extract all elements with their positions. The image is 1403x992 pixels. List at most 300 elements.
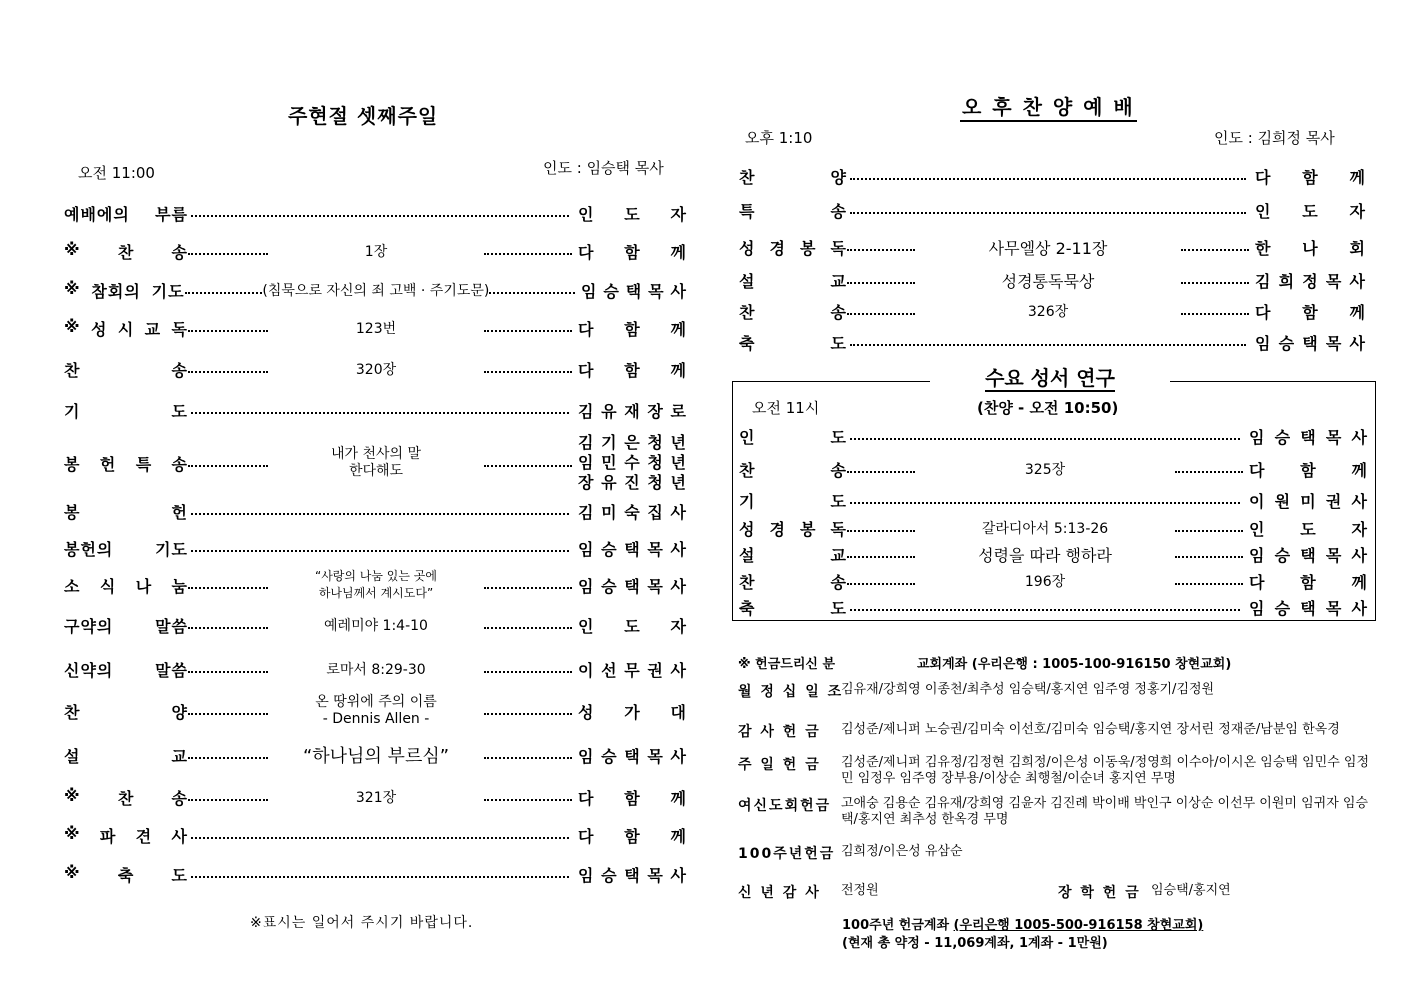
- leader-dots: [850, 438, 1240, 440]
- char: 승: [601, 539, 617, 559]
- char: 택: [624, 865, 640, 885]
- char: 무: [624, 660, 640, 680]
- char: 다: [578, 788, 594, 808]
- order-row: [64, 694, 686, 727]
- leader-dots: [850, 344, 1246, 346]
- char: 함: [624, 788, 640, 808]
- leader-dots: [847, 471, 915, 473]
- order-row: [64, 315, 686, 341]
- wednesday-time: 오전 11시: [752, 399, 820, 417]
- label-part: 도: [171, 865, 188, 885]
- order-label: [64, 358, 188, 381]
- order-row: [739, 594, 1367, 620]
- label-part: 송: [171, 788, 188, 808]
- char: 사: [670, 576, 686, 596]
- order-label: [64, 658, 188, 681]
- char: 목: [648, 281, 664, 301]
- char: 목: [1325, 271, 1342, 291]
- leader-dots: [484, 799, 572, 801]
- char: 이: [1249, 491, 1265, 511]
- char: 임: [1255, 333, 1271, 353]
- order-label: [64, 824, 188, 847]
- order-label: [739, 331, 847, 354]
- order-label: [64, 700, 188, 723]
- order-label: [739, 489, 847, 512]
- label-part: 송: [171, 242, 188, 262]
- order-content-line: “사랑의 나눔 있는 곳에: [315, 569, 437, 583]
- char: 도: [624, 204, 640, 224]
- label-part: 찬: [117, 788, 135, 808]
- order-person: [578, 744, 686, 767]
- leader-dots: [188, 330, 268, 332]
- char: 년: [670, 473, 686, 492]
- order-person: [578, 700, 686, 723]
- char: 대: [670, 702, 686, 722]
- order-person: [578, 863, 686, 886]
- order-row: [64, 200, 686, 226]
- label-part: 성: [90, 319, 108, 339]
- label-part: 교: [171, 746, 188, 766]
- leader-dots: [191, 215, 569, 217]
- order-row: [64, 498, 686, 524]
- offering-names: 김희정/이은성 유삼순: [841, 844, 963, 859]
- leader-dots: [1175, 556, 1243, 558]
- char: 승: [601, 746, 617, 766]
- char: 다: [1255, 167, 1271, 187]
- stand-mark: ※: [64, 862, 81, 882]
- label-part: 도: [830, 598, 847, 618]
- order-label: [64, 744, 188, 767]
- offering-label: 여신도회헌금: [738, 798, 832, 814]
- order-label: [739, 570, 847, 593]
- char: 기: [601, 433, 617, 452]
- leader-dots: [850, 178, 1246, 180]
- label-part: 축: [739, 333, 756, 353]
- order-content: [268, 446, 484, 480]
- stand-mark: ※: [64, 239, 81, 259]
- char: 수: [624, 453, 640, 472]
- char: 사: [670, 281, 686, 301]
- leader-dots: [188, 587, 268, 589]
- char: 함: [1302, 167, 1318, 187]
- order-label: [64, 537, 188, 560]
- order-row: [739, 197, 1365, 223]
- label-part: 특: [135, 454, 153, 474]
- leader-dots: [188, 713, 268, 715]
- order-person: [578, 614, 686, 637]
- order-person: [578, 399, 686, 422]
- leader-dots: [484, 713, 572, 715]
- char: 인: [578, 204, 594, 224]
- order-row: [739, 541, 1367, 567]
- label-part: 교: [830, 271, 847, 291]
- leader-dots: [484, 330, 572, 332]
- order-content: 로마서 8:29-30: [326, 662, 426, 678]
- order-content-line: 한다해도: [348, 463, 404, 479]
- char: 께: [670, 319, 686, 339]
- char: 권: [647, 660, 663, 680]
- label-part: 견: [135, 826, 153, 846]
- order-person: [1249, 458, 1367, 481]
- leader-dots: [188, 627, 268, 629]
- order-row: [739, 298, 1365, 324]
- char: 원: [1274, 491, 1291, 511]
- order-label: [64, 202, 188, 225]
- offering-names: 김성준/제니퍼 김유정/김정현 김희정/이은성 이동욱/정영희 이수아/이시온 임승택 임민수 임정민 임정우 임주영 장부용/이상순 최행철/이순녀 홍지연 무명: [841, 755, 1370, 786]
- char: 자: [1349, 201, 1365, 221]
- offering-names: 고애숭 김용순 김유재/강희영 김윤자 김진례 박이배 박인구 이상순 이선무 이원미 임귀자 임승택/홍지연 최추성 한옥경 무명: [841, 796, 1369, 827]
- char: 함: [624, 319, 640, 339]
- label-part: 눔: [171, 576, 188, 596]
- label-part: 찬: [739, 572, 756, 592]
- label-part: 말씀: [155, 660, 188, 680]
- char: 정: [1302, 271, 1318, 291]
- char: 임: [578, 539, 594, 559]
- label-part: 특: [739, 201, 756, 221]
- leader-dots: [847, 583, 915, 585]
- label-part: 사: [171, 826, 188, 846]
- order-person: [1255, 165, 1365, 188]
- char: 승: [1278, 333, 1295, 353]
- label-part: 독: [830, 238, 847, 258]
- afternoon-service-time: 오후 1:10: [745, 129, 813, 147]
- order-label: [739, 596, 847, 619]
- leader-dots: [188, 757, 268, 759]
- order-label: [64, 786, 188, 809]
- order-content: 196장: [1024, 574, 1066, 590]
- label-part: 헌: [171, 502, 188, 522]
- label-part: 구약의: [64, 616, 114, 636]
- label-part: 독: [171, 319, 188, 339]
- label-part: 봉헌의: [64, 539, 114, 559]
- char: 사: [1351, 545, 1367, 565]
- order-label: [739, 458, 847, 481]
- order-row: [64, 784, 686, 810]
- label-part: 축: [739, 598, 756, 618]
- char: 사: [670, 660, 686, 680]
- stand-mark: ※: [64, 823, 81, 843]
- char: 함: [1300, 460, 1316, 480]
- left-service-leader: 인도 : 임승택 목사: [543, 159, 664, 177]
- char: 청: [647, 453, 663, 472]
- char: 께: [670, 360, 686, 380]
- char: 택: [1300, 598, 1316, 618]
- char: 께: [1349, 302, 1365, 322]
- order-row: [739, 163, 1365, 189]
- leader-dots: [191, 513, 569, 515]
- order-row: [739, 423, 1367, 449]
- label-part: 예배에의: [64, 204, 130, 224]
- char: 한: [1255, 238, 1271, 258]
- offering-label: 주 일 헌 금: [738, 757, 821, 773]
- char: 택: [1300, 545, 1316, 565]
- order-row: [739, 329, 1365, 355]
- char: 은: [624, 433, 640, 452]
- left-service-time: 오전 11:00: [78, 164, 155, 182]
- order-label: [739, 199, 847, 222]
- order-person: [578, 358, 686, 381]
- char: 김: [578, 502, 594, 522]
- scholarship-names: 임승택/홍지연: [1151, 883, 1231, 898]
- order-label: [64, 614, 188, 637]
- leader-dots: [484, 253, 572, 255]
- label-part: 설: [739, 545, 756, 565]
- char: 도: [624, 616, 640, 636]
- label-part: 봉: [800, 519, 817, 539]
- order-person-line: [578, 453, 686, 473]
- leader-dots: [484, 587, 572, 589]
- char: 인: [578, 616, 594, 636]
- label-part: 송: [830, 302, 847, 322]
- offering-header: ※ 헌금드리신 분: [738, 657, 836, 672]
- stand-mark: ※: [64, 316, 81, 336]
- label-part: 식: [99, 576, 117, 596]
- order-person: [1255, 331, 1365, 354]
- char: 사: [1349, 271, 1365, 291]
- afternoon-service-leader: 인도 : 김희정 목사: [1214, 129, 1335, 147]
- order-content: 갈라디아서 5:13-26: [981, 521, 1109, 537]
- char: 사: [1351, 598, 1367, 618]
- label-part: 봉: [64, 454, 81, 474]
- leader-dots: [1175, 530, 1243, 532]
- char: 사: [670, 865, 686, 885]
- label-part: 교: [144, 319, 162, 339]
- char: 청: [647, 433, 663, 452]
- char: 임: [578, 746, 594, 766]
- leader-dots: [188, 371, 268, 373]
- char: 도: [1302, 201, 1318, 221]
- order-content: 예레미야 1:4-10: [324, 618, 428, 634]
- order-row: [739, 234, 1365, 260]
- leader-dots: [1175, 471, 1243, 473]
- char: 사: [670, 502, 686, 522]
- order-row: [64, 861, 686, 887]
- char: 승: [1274, 427, 1291, 447]
- char: 재: [624, 401, 640, 421]
- order-person: [578, 658, 686, 681]
- char: 김: [1255, 271, 1271, 291]
- label-part: 찬: [739, 460, 756, 480]
- char: 이: [578, 660, 594, 680]
- order-content: 성령을 따라 행하라: [978, 545, 1112, 565]
- order-person: [581, 279, 686, 302]
- centennial-account-prefix: 100주년 헌금계좌: [842, 918, 950, 933]
- order-person: [1255, 199, 1365, 222]
- scholarship-label: 장 학 헌 금: [1058, 885, 1141, 901]
- order-content-line: 하나님께서 계시도다”: [318, 586, 434, 600]
- char: 승: [1274, 598, 1291, 618]
- char: 목: [1325, 598, 1342, 618]
- order-label: [739, 543, 847, 566]
- label-part: 찬: [64, 360, 81, 380]
- order-label: [739, 425, 847, 448]
- order-label: [739, 165, 847, 188]
- char: 께: [1351, 460, 1367, 480]
- char: 인: [1255, 201, 1271, 221]
- char: 다: [1249, 460, 1265, 480]
- char: 장: [578, 473, 594, 492]
- char: 택: [1300, 427, 1316, 447]
- wednesday-praise-time: (찬양 - 오전 10:50): [977, 399, 1119, 417]
- char: 년: [670, 433, 686, 452]
- char: 사: [670, 746, 686, 766]
- char: 권: [1325, 491, 1342, 511]
- char: 께: [670, 788, 686, 808]
- leader-dots: [484, 671, 572, 673]
- order-content: 1장: [364, 244, 388, 260]
- char: 김: [578, 433, 594, 452]
- order-content: (침묵으로 자신의 죄 고백 · 주기도문): [262, 283, 490, 299]
- leader-dots: [1181, 282, 1249, 284]
- order-content: 325장: [1024, 462, 1066, 478]
- order-label: [739, 300, 847, 323]
- label-part: 봉: [64, 502, 81, 522]
- char: 임: [1249, 427, 1265, 447]
- char: 목: [1325, 427, 1342, 447]
- label-part: 교: [830, 545, 847, 565]
- order-content-line: 내가 천사의 말: [330, 446, 422, 462]
- label-part: 설: [739, 271, 756, 291]
- order-row: [64, 656, 686, 682]
- char: 집: [647, 502, 663, 522]
- label-part: 찬: [64, 702, 81, 722]
- char: 자: [1351, 519, 1367, 539]
- char: 장: [647, 401, 663, 421]
- order-content: 321장: [355, 790, 397, 806]
- order-person: [578, 824, 686, 847]
- church-account: 교회계좌 (우리은행 : 1005-100-916150 창현교회): [917, 657, 1232, 672]
- char: 다: [578, 826, 594, 846]
- char: 청: [647, 473, 663, 492]
- leader-dots: [188, 671, 268, 673]
- label-part: 참회의: [91, 281, 141, 301]
- label-part: 송: [171, 454, 188, 474]
- order-row: [64, 433, 686, 492]
- char: 로: [670, 401, 686, 421]
- char: 목: [647, 865, 663, 885]
- wednesday-study-title: [930, 362, 1170, 391]
- char: 유: [601, 401, 617, 421]
- leader-dots: [188, 253, 268, 255]
- char: 사: [670, 539, 686, 559]
- char: 함: [624, 826, 640, 846]
- label-part: 시: [117, 319, 135, 339]
- leader-dots: [847, 530, 915, 532]
- label-part: 도: [830, 333, 847, 353]
- char: 자: [670, 204, 686, 224]
- order-person: [1249, 543, 1367, 566]
- order-content: “하나님의 부르심”: [302, 746, 450, 767]
- offering-label: 감 사 헌 금: [738, 724, 821, 740]
- order-row: [739, 568, 1367, 594]
- order-person: [1255, 269, 1365, 292]
- leader-dots: [188, 799, 268, 801]
- order-content: 320장: [355, 362, 397, 378]
- offering-label: 100주년헌금: [738, 846, 836, 862]
- leader-dots: [185, 292, 263, 294]
- char: 께: [1349, 167, 1365, 187]
- char: 김: [578, 401, 594, 421]
- char: 함: [624, 360, 640, 380]
- label-part: 송: [830, 572, 847, 592]
- char: 사: [1351, 491, 1367, 511]
- char: 다: [578, 242, 594, 262]
- char: 자: [670, 616, 686, 636]
- order-person-line: [578, 473, 686, 493]
- standing-note: ※표시는 일어서 주시기 바랍니다.: [250, 915, 474, 931]
- char: 유: [601, 473, 617, 492]
- order-label: [739, 517, 847, 540]
- order-label: [64, 500, 188, 523]
- char: 택: [624, 539, 640, 559]
- char: 다: [578, 319, 594, 339]
- char: 임: [578, 453, 594, 472]
- label-part: 파: [99, 826, 117, 846]
- leader-dots: [850, 609, 1240, 611]
- char: 인: [1249, 519, 1265, 539]
- offering-names: 김성준/제니퍼 노승권/김미숙 이선호/김미숙 임승택/홍지연 장서린 정재준/남분임 한옥경: [841, 722, 1340, 737]
- order-row: [64, 612, 686, 638]
- leader-dots: [847, 282, 915, 284]
- char: 함: [624, 242, 640, 262]
- char: 승: [601, 865, 617, 885]
- char: 임: [1249, 598, 1265, 618]
- label-part: 독: [830, 519, 847, 539]
- char: 목: [1325, 333, 1342, 353]
- afternoon-service-title: 오 후 찬 양 예 배: [960, 91, 1137, 122]
- order-label: [64, 399, 188, 422]
- char: 나: [1302, 238, 1318, 258]
- order-row: [64, 822, 686, 848]
- order-person: [1249, 570, 1367, 593]
- order-person: [1255, 300, 1365, 323]
- order-content: 사무엘상 2-11장: [988, 238, 1108, 258]
- offering-names: 김유재/강희영 이종천/최추성 임승택/홍지연 임주영 정홍기/김정원: [841, 682, 1215, 697]
- order-row: [64, 397, 686, 423]
- order-row: [64, 356, 686, 382]
- char: 회: [1349, 238, 1365, 258]
- char: 사: [1349, 333, 1365, 353]
- label-part: 송: [830, 460, 847, 480]
- order-label: [739, 269, 847, 292]
- label-part: 인: [739, 427, 756, 447]
- leader-dots: [191, 837, 569, 839]
- leader-dots: [1181, 313, 1249, 315]
- char: 목: [647, 746, 663, 766]
- char: 다: [1255, 302, 1271, 322]
- char: 도: [1300, 519, 1316, 539]
- order-row: [64, 535, 686, 561]
- char: 승: [601, 576, 617, 596]
- char: 민: [601, 453, 617, 472]
- pledge-status: (현재 총 약정 - 11,069계좌, 1계좌 - 1만원): [842, 936, 1108, 951]
- order-person: [1249, 517, 1367, 540]
- label-part: 도: [830, 491, 847, 511]
- order-content: 326장: [1027, 304, 1069, 320]
- leader-dots: [847, 249, 915, 251]
- order-person: [578, 537, 686, 560]
- order-label: [64, 240, 188, 263]
- char: 가: [624, 702, 640, 722]
- char: 성: [578, 702, 594, 722]
- order-row: [64, 277, 686, 303]
- order-person: [578, 240, 686, 263]
- leader-dots: [191, 412, 569, 414]
- label-part: 축: [117, 865, 135, 885]
- char: 함: [1302, 302, 1318, 322]
- order-label: [64, 863, 188, 886]
- order-row: [64, 238, 686, 264]
